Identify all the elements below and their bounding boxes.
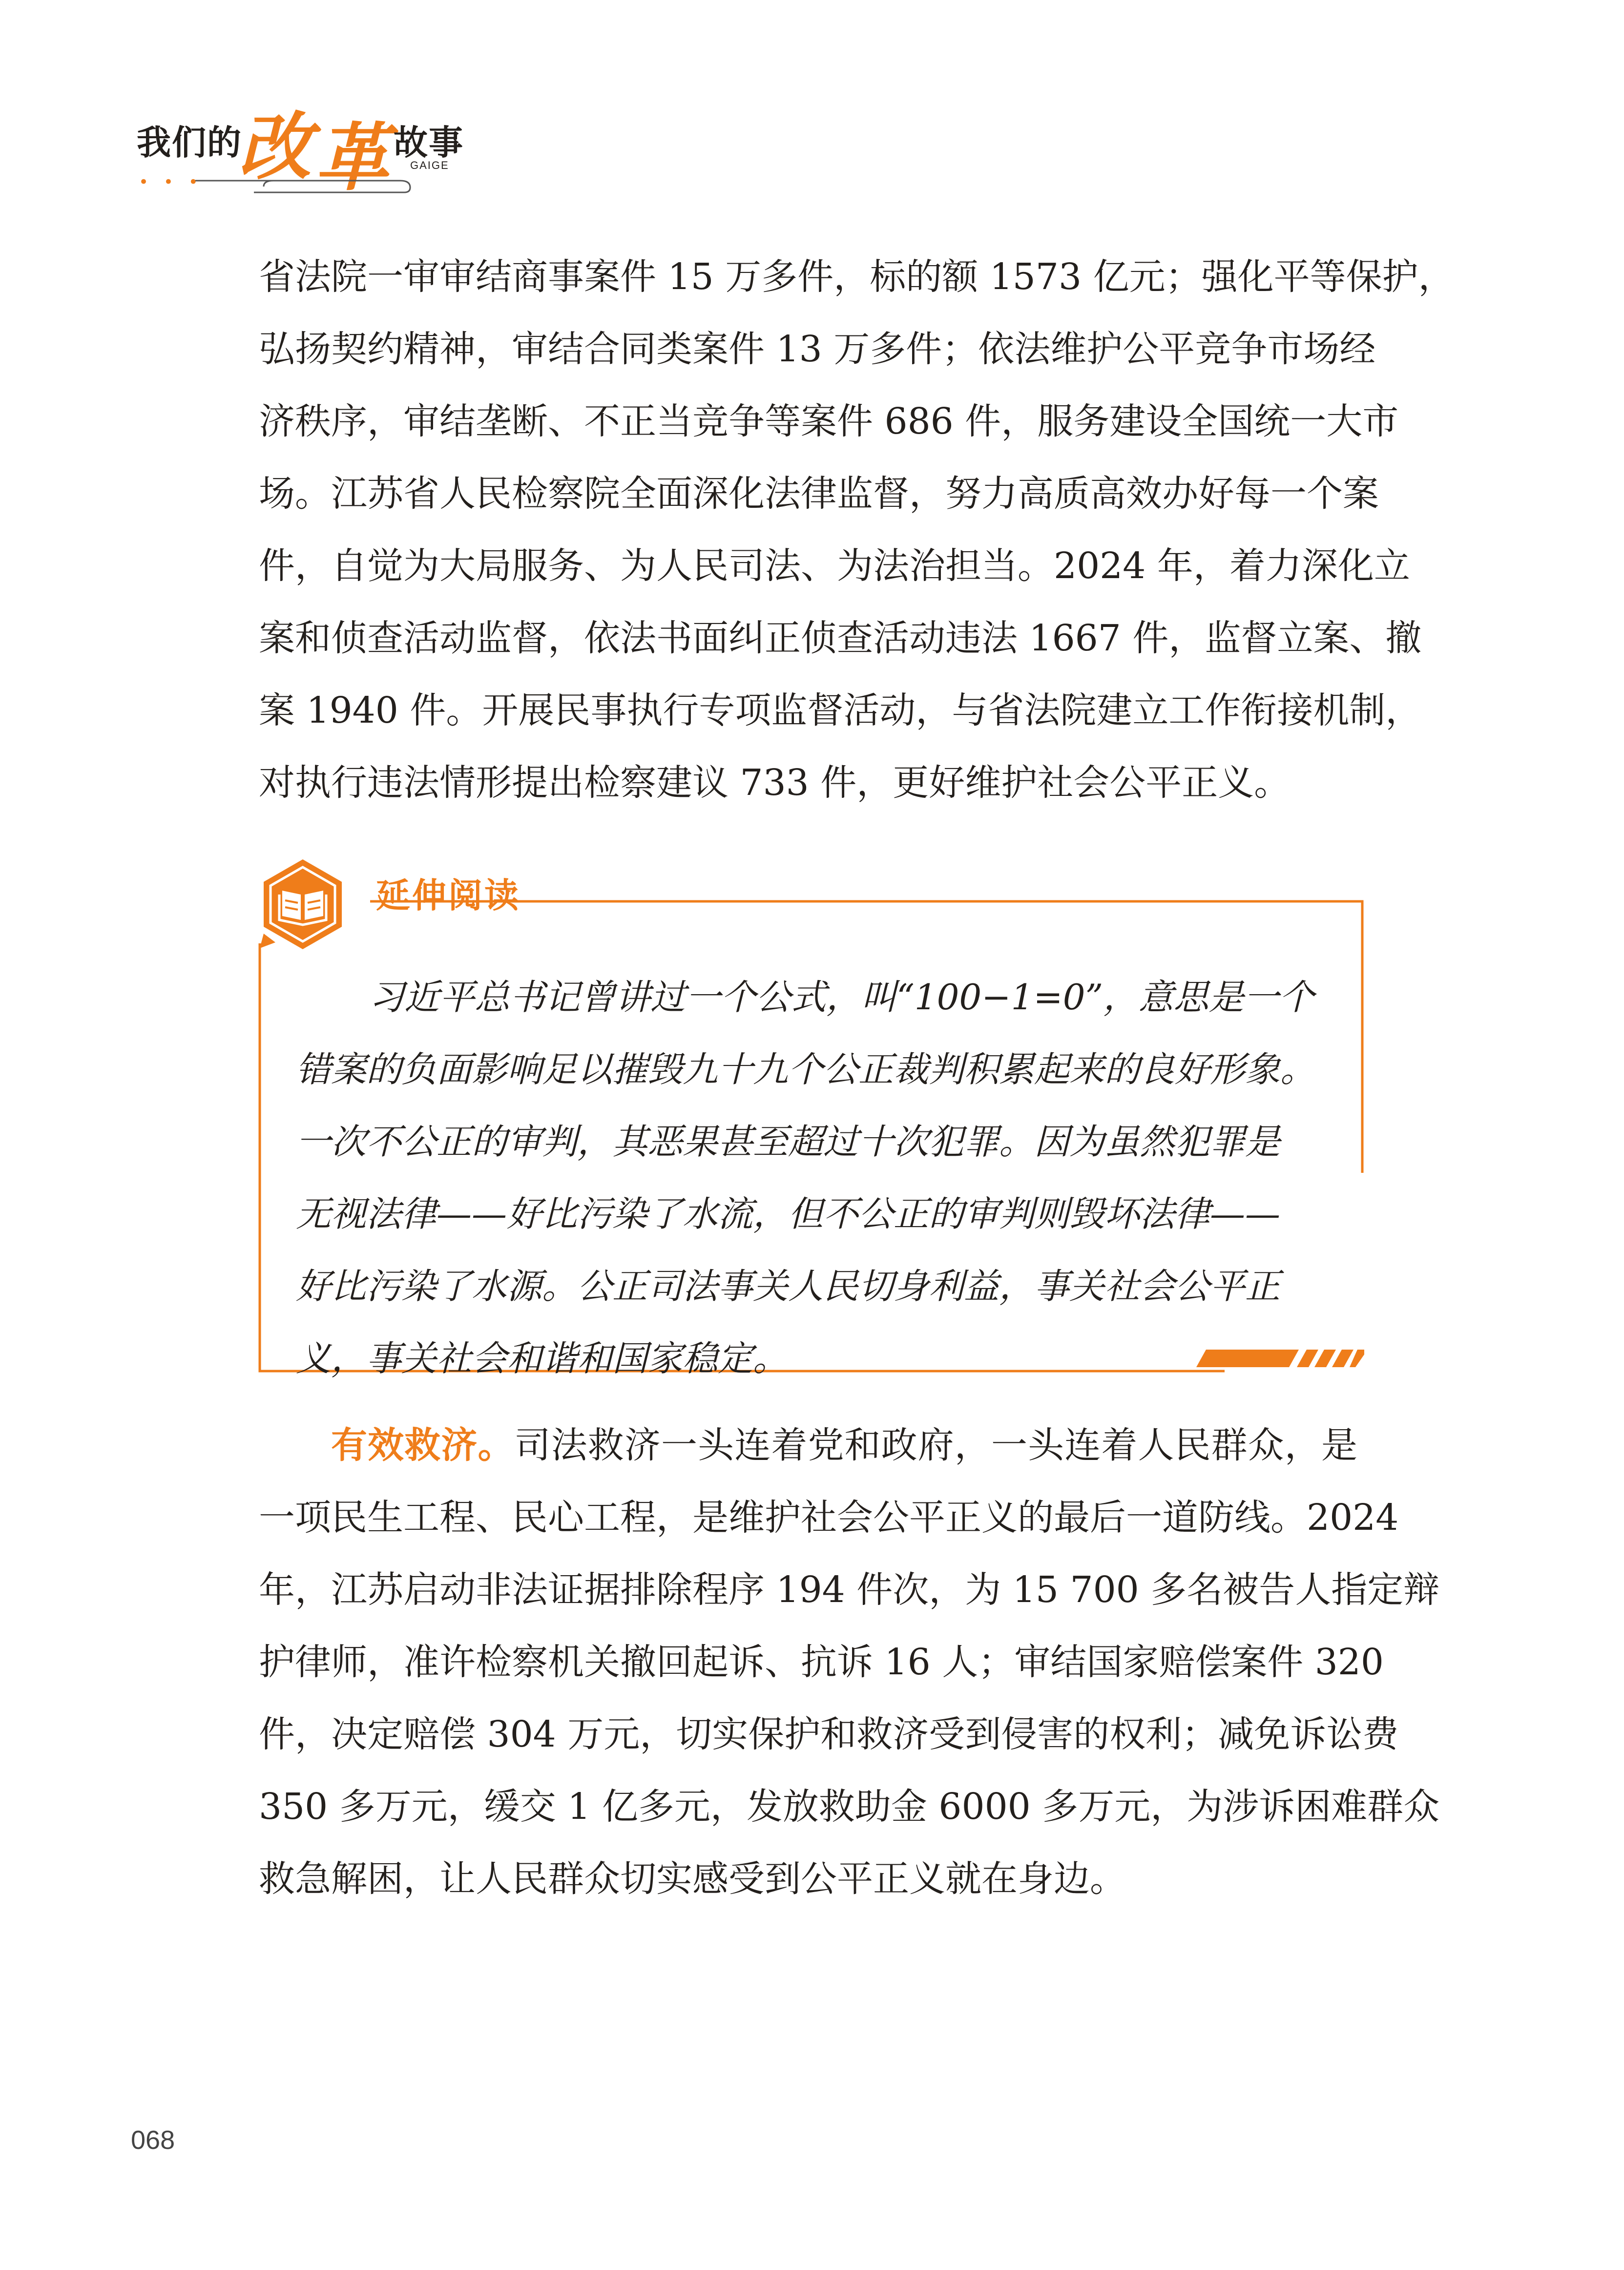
paragraph-1-line: 济秩序，审结垄断、不正当竞争等案件 686 件，服务建设全国统一大市	[259, 400, 1399, 442]
paragraph-1-line: 场。江苏省人民检察院全面深化法律监督，努力高质高效办好每一个案	[259, 473, 1379, 515]
page-header	[132, 73, 464, 201]
paragraph-2-line: 护律师，准许检察机关撤回起诉、抗诉 16 人；审结国家赔偿案件 320	[259, 1641, 1384, 1683]
book-icon	[254, 855, 352, 953]
extended-reading-line: 无视法律——好比污染了水流，但不公正的审判则毁坏法律——	[296, 1193, 1281, 1234]
paragraph-2-first-line-text: 司法救济一头连着党和政府，一头连着人民群众，是	[514, 1424, 1358, 1466]
paragraph-2-first-line	[259, 1409, 1357, 1481]
paragraph-2-line: 救急解困，让人民群众切实感受到公平正义就在身边。	[259, 1858, 1126, 1900]
header-ornament-line	[195, 176, 439, 195]
paragraph-2-line: 350 多万元，缓交 1 亿多元，发放救助金 6000 多万元，为涉诉困难群众	[259, 1786, 1440, 1828]
extended-reading-line: 错案的负面影响足以摧毁九十九个公正裁判积累起来的良好形象。	[296, 1049, 1316, 1090]
header-big-char-1: 改	[238, 104, 312, 190]
paragraph-2-heading: 有效救济。	[331, 1424, 515, 1466]
paragraph-2-line: 年，江苏启动非法证据排除程序 194 件次，为 15 700 多名被告人指定辩	[259, 1569, 1440, 1611]
paragraph-1-line: 案和侦查活动监督，依法书面纠正侦查活动违法 1667 件，监督立案、撤	[259, 617, 1422, 659]
extended-reading-title: 延伸阅读	[376, 875, 521, 916]
header-subtitle: GAIGE	[410, 159, 449, 171]
paragraph-1-line: 省法院一审审结商事案件 15 万多件，标的额 1573 亿元；强化平等保护，	[259, 256, 1455, 298]
paragraph-2-line: 件，决定赔偿 304 万元，切实保护和救济受到侵害的权利；减免诉讼费	[259, 1713, 1399, 1755]
extended-reading-line: 好比污染了水源。公正司法事关人民切身利益，事关社会公平正	[296, 1266, 1281, 1307]
paragraph-1	[259, 241, 1455, 819]
header-text-left: 我们的	[137, 122, 242, 163]
extended-reading-line: 义，事关社会和谐和国家稳定。	[296, 1338, 789, 1379]
extended-reading-body	[296, 961, 1321, 1395]
extended-reading-line: 一次不公正的审判，其恶果甚至超过十次犯罪。因为虽然犯罪是	[296, 1121, 1281, 1162]
header-dots: • • •	[139, 172, 203, 192]
paragraph-1-line: 件，自觉为大局服务、为人民司法、为法治担当。2024 年，着力深化立	[259, 545, 1410, 587]
paragraph-1-line: 对执行违法情形提出检察建议 733 件，更好维护社会公平正义。	[259, 762, 1291, 804]
extended-reading-line: 习近平总书记曾讲过一个公式，叫“100−1=0”，意思是一个	[369, 977, 1314, 1018]
extended-reading-stripes	[1196, 1350, 1364, 1367]
header-text-right: 故事	[394, 122, 464, 163]
page-number: 068	[131, 2125, 175, 2155]
paragraph-2	[259, 1409, 1440, 1915]
header-big-char-2: 革	[315, 115, 389, 201]
paragraph-2-line: 一项民生工程、民心工程，是维护社会公平正义的最后一道防线。2024	[259, 1497, 1399, 1539]
paragraph-1-line: 弘扬契约精神，审结合同类案件 13 万多件；依法维护公平竞争市场经	[259, 328, 1376, 370]
paragraph-1-line: 案 1940 件。开展民事执行专项监督活动，与省法院建立工作衔接机制，	[259, 689, 1422, 731]
